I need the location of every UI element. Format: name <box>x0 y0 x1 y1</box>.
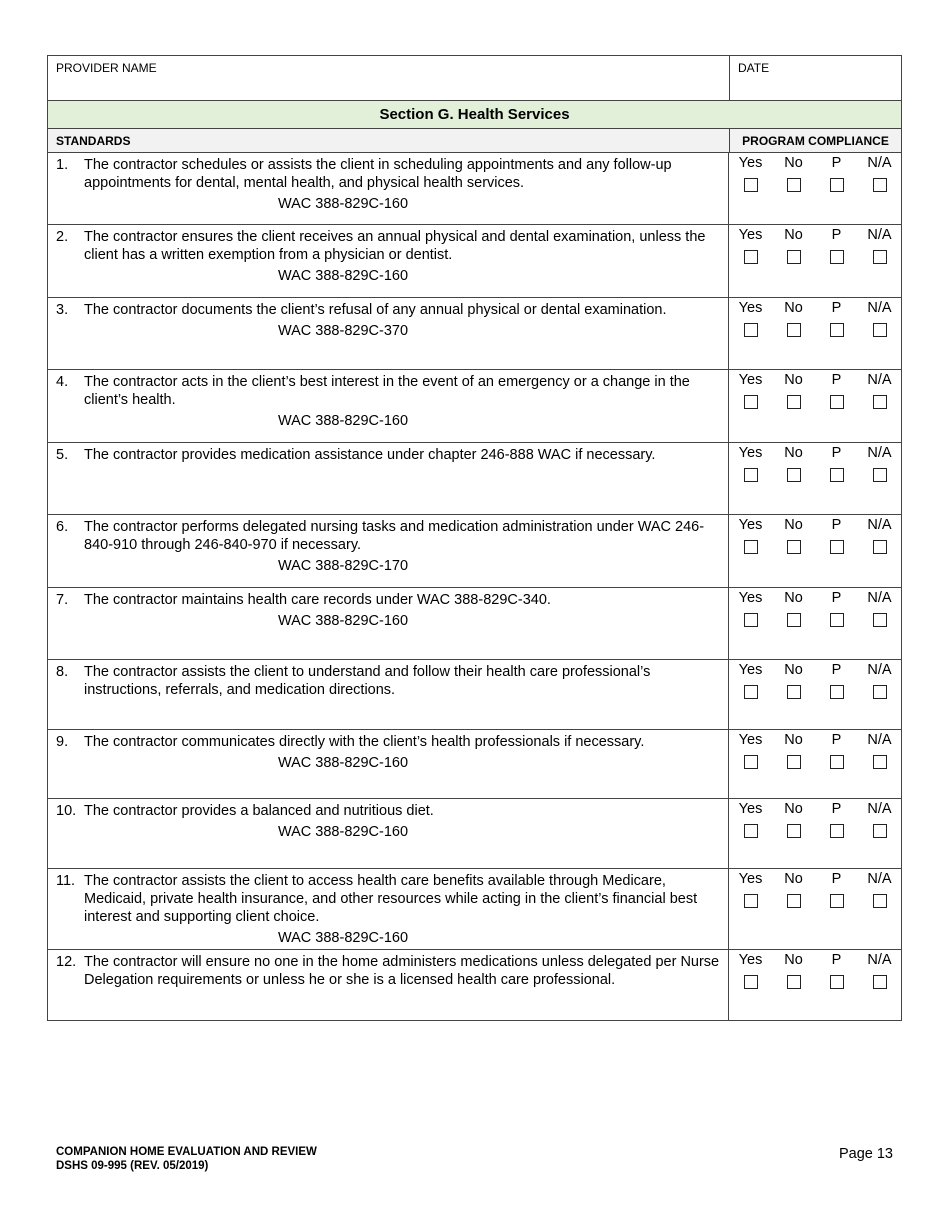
option-label: P <box>831 590 842 606</box>
compliance-option <box>729 445 772 482</box>
standard-row <box>48 298 901 370</box>
standard-text-cell <box>48 730 729 798</box>
option-label: N/A <box>867 732 892 748</box>
section-title: Section G. Health Services <box>48 101 901 129</box>
standard-row <box>48 370 901 443</box>
standard-text: The contractor communicates directly with the client’s health professionals if necessary. <box>84 734 645 750</box>
option-label: N/A <box>867 300 892 316</box>
compliance-options <box>729 225 901 264</box>
standard-text: The contractor assists the client to understand and follow their health care professional’s instructions, referrals, and medication directions. <box>84 664 651 698</box>
option-checkbox[interactable] <box>830 824 844 838</box>
footer-form-info <box>56 1145 317 1173</box>
header-row <box>48 56 901 101</box>
standard-text: The contractor documents the client’s refusal of any annual physical or dental examination. <box>84 302 667 318</box>
compliance-cell <box>729 443 901 514</box>
compliance-option <box>858 871 901 908</box>
standard-row <box>48 588 901 660</box>
compliance-cell <box>729 869 901 949</box>
option-checkbox[interactable] <box>873 468 887 482</box>
compliance-option <box>772 517 815 554</box>
option-label: N/A <box>867 952 892 968</box>
option-checkbox[interactable] <box>787 468 801 482</box>
compliance-option <box>729 372 772 409</box>
option-label: No <box>784 590 803 606</box>
compliance-header: PROGRAM COMPLIANCE <box>742 134 889 148</box>
option-checkbox[interactable] <box>830 178 844 192</box>
option-label: No <box>784 801 803 817</box>
compliance-option <box>729 590 772 627</box>
option-label: No <box>784 732 803 748</box>
compliance-options <box>729 153 901 192</box>
option-checkbox[interactable] <box>873 685 887 699</box>
standard-text: The contractor provides medication assistance under chapter 246-888 WAC if necessary. <box>84 447 656 463</box>
option-label: N/A <box>867 155 892 171</box>
option-label: Yes <box>738 155 763 171</box>
standard-number: 2. <box>56 229 69 245</box>
compliance-option <box>858 590 901 627</box>
option-label: P <box>831 662 842 678</box>
option-label: N/A <box>867 445 892 461</box>
option-checkbox[interactable] <box>787 395 801 409</box>
compliance-options <box>729 443 901 482</box>
option-checkbox[interactable] <box>873 323 887 337</box>
option-checkbox[interactable] <box>744 468 758 482</box>
compliance-options <box>729 588 901 627</box>
compliance-options <box>729 950 901 989</box>
compliance-option <box>858 801 901 838</box>
column-header-row <box>48 129 901 153</box>
standard-number: 12. <box>56 954 77 970</box>
wac-reference: WAC 388-829C-160 <box>277 413 409 429</box>
provider-name-field[interactable] <box>48 56 730 100</box>
compliance-options <box>729 799 901 838</box>
option-label: N/A <box>867 871 892 887</box>
wac-reference: WAC 388-829C-160 <box>277 196 409 212</box>
wac-reference: WAC 388-829C-160 <box>277 930 409 946</box>
compliance-option <box>772 372 815 409</box>
option-checkbox[interactable] <box>873 975 887 989</box>
standard-number: 8. <box>56 664 69 680</box>
standard-text-cell <box>48 799 729 868</box>
option-checkbox[interactable] <box>744 540 758 554</box>
standard-number: 9. <box>56 734 69 750</box>
compliance-options <box>729 370 901 409</box>
option-checkbox[interactable] <box>830 468 844 482</box>
wac-reference: WAC 388-829C-370 <box>277 323 409 339</box>
option-label: No <box>784 662 803 678</box>
option-checkbox[interactable] <box>830 975 844 989</box>
standard-row <box>48 869 901 950</box>
date-field[interactable] <box>730 56 901 100</box>
compliance-cell <box>729 660 901 729</box>
standard-row <box>48 443 901 515</box>
option-checkbox[interactable] <box>830 323 844 337</box>
option-label: No <box>784 871 803 887</box>
compliance-option <box>772 732 815 769</box>
option-label: P <box>831 801 842 817</box>
standard-text: The contractor ensures the client receives an annual physical and dental examination, unless the client has a written exemption from a physician or dentist. <box>84 229 706 263</box>
option-checkbox[interactable] <box>787 540 801 554</box>
standard-text-cell <box>48 225 729 297</box>
wac-reference: WAC 388-829C-160 <box>277 755 409 771</box>
compliance-cell <box>729 950 901 1020</box>
footer-form-id: DSHS 09-995 (REV. 05/2019) <box>56 1160 209 1172</box>
provider-name-label: PROVIDER NAME <box>56 61 157 75</box>
compliance-cell <box>729 730 901 798</box>
option-label: Yes <box>738 871 763 887</box>
option-label: N/A <box>867 590 892 606</box>
compliance-option <box>815 952 858 989</box>
standard-text-cell <box>48 588 729 659</box>
wac-reference: WAC 388-829C-170 <box>277 558 409 574</box>
compliance-option <box>729 732 772 769</box>
option-checkbox[interactable] <box>744 755 758 769</box>
compliance-options <box>729 515 901 554</box>
standard-row <box>48 225 901 298</box>
compliance-cell <box>729 225 901 297</box>
option-checkbox[interactable] <box>830 540 844 554</box>
option-label: No <box>784 517 803 533</box>
compliance-options <box>729 298 901 337</box>
option-label: N/A <box>867 372 892 388</box>
option-checkbox[interactable] <box>787 323 801 337</box>
compliance-option <box>729 952 772 989</box>
compliance-option <box>815 372 858 409</box>
option-label: P <box>831 300 842 316</box>
compliance-option <box>772 590 815 627</box>
compliance-cell <box>729 153 901 224</box>
option-checkbox[interactable] <box>787 824 801 838</box>
standard-text-cell <box>48 298 729 369</box>
wac-reference: WAC 388-829C-160 <box>277 268 409 284</box>
option-checkbox[interactable] <box>744 894 758 908</box>
option-checkbox[interactable] <box>787 685 801 699</box>
option-checkbox[interactable] <box>830 395 844 409</box>
option-checkbox[interactable] <box>744 975 758 989</box>
standard-number: 7. <box>56 592 69 608</box>
option-checkbox[interactable] <box>744 824 758 838</box>
compliance-option <box>772 155 815 192</box>
compliance-option <box>772 801 815 838</box>
standard-text: The contractor acts in the client’s best interest in the event of an emergency or a change in the client’s health. <box>84 374 690 408</box>
compliance-options <box>729 660 901 699</box>
compliance-option <box>858 662 901 699</box>
option-checkbox[interactable] <box>744 178 758 192</box>
option-label: Yes <box>738 517 763 533</box>
compliance-option <box>772 227 815 264</box>
standard-row <box>48 660 901 730</box>
option-checkbox[interactable] <box>787 613 801 627</box>
compliance-option <box>858 227 901 264</box>
option-label: No <box>784 300 803 316</box>
option-label: N/A <box>867 801 892 817</box>
compliance-option <box>729 662 772 699</box>
standard-row <box>48 799 901 869</box>
option-checkbox[interactable] <box>787 250 801 264</box>
compliance-option <box>772 300 815 337</box>
compliance-cell <box>729 515 901 587</box>
compliance-option <box>729 155 772 192</box>
date-label: DATE <box>738 61 770 75</box>
compliance-option <box>772 952 815 989</box>
standard-text-cell <box>48 869 729 949</box>
option-label: No <box>784 445 803 461</box>
option-label: No <box>784 952 803 968</box>
option-label: Yes <box>738 952 763 968</box>
option-checkbox[interactable] <box>873 755 887 769</box>
standard-number: 1. <box>56 157 69 173</box>
option-label: P <box>831 227 842 243</box>
option-checkbox[interactable] <box>830 250 844 264</box>
option-label: No <box>784 227 803 243</box>
option-label: N/A <box>867 227 892 243</box>
standards-header: STANDARDS <box>48 129 730 152</box>
standard-number: 4. <box>56 374 69 390</box>
standard-text-cell <box>48 370 729 442</box>
compliance-option <box>858 517 901 554</box>
option-checkbox[interactable] <box>873 824 887 838</box>
compliance-option <box>858 445 901 482</box>
standard-text: The contractor schedules or assists the client in scheduling appointments and any follow-up appointments for dental, mental health, and physical health services. <box>84 157 672 191</box>
standard-number: 6. <box>56 519 69 535</box>
compliance-option <box>729 300 772 337</box>
option-checkbox[interactable] <box>830 755 844 769</box>
option-label: Yes <box>738 372 763 388</box>
compliance-option <box>858 952 901 989</box>
standard-row <box>48 950 901 1020</box>
option-checkbox[interactable] <box>744 613 758 627</box>
footer-title: COMPANION HOME EVALUATION AND REVIEW <box>56 1146 317 1158</box>
option-checkbox[interactable] <box>744 685 758 699</box>
option-label: Yes <box>738 300 763 316</box>
compliance-option <box>729 871 772 908</box>
standard-number: 10. <box>56 803 77 819</box>
option-checkbox[interactable] <box>787 178 801 192</box>
option-label: Yes <box>738 227 763 243</box>
compliance-option <box>815 871 858 908</box>
evaluation-form <box>47 55 902 1021</box>
standard-text: The contractor will ensure no one in the home administers medications unless delegated per Nurse Delegation requirements or unless he or she is a licensed health care professional. <box>84 954 720 988</box>
standard-text-cell <box>48 443 729 514</box>
compliance-option <box>815 517 858 554</box>
compliance-cell <box>729 298 901 369</box>
option-checkbox[interactable] <box>873 395 887 409</box>
option-label: Yes <box>738 445 763 461</box>
compliance-options <box>729 730 901 769</box>
option-label: Yes <box>738 662 763 678</box>
option-label: Yes <box>738 732 763 748</box>
compliance-option <box>729 801 772 838</box>
compliance-options <box>729 869 901 908</box>
option-checkbox[interactable] <box>873 178 887 192</box>
option-checkbox[interactable] <box>830 613 844 627</box>
compliance-option <box>815 662 858 699</box>
option-checkbox[interactable] <box>744 323 758 337</box>
compliance-option <box>815 445 858 482</box>
option-checkbox[interactable] <box>873 894 887 908</box>
option-label: N/A <box>867 517 892 533</box>
option-label: Yes <box>738 801 763 817</box>
option-label: P <box>831 732 842 748</box>
compliance-option <box>815 155 858 192</box>
standard-text: The contractor performs delegated nursing tasks and medication administration under WAC 246-840-910 through 246-840-970 if necessary. <box>84 519 705 553</box>
option-label: P <box>831 155 842 171</box>
standards-list <box>48 153 901 1020</box>
compliance-cell <box>729 799 901 868</box>
option-checkbox[interactable] <box>787 894 801 908</box>
standard-number: 5. <box>56 447 69 463</box>
standard-text-cell <box>48 515 729 587</box>
option-label: No <box>784 155 803 171</box>
standard-row <box>48 515 901 588</box>
compliance-option <box>815 590 858 627</box>
standard-text: The contractor provides a balanced and nutritious diet. <box>84 803 434 819</box>
compliance-option <box>858 300 901 337</box>
option-label: P <box>831 517 842 533</box>
option-label: P <box>831 372 842 388</box>
option-checkbox[interactable] <box>787 755 801 769</box>
standard-text-cell <box>48 660 729 729</box>
compliance-option <box>815 227 858 264</box>
option-label: P <box>831 952 842 968</box>
option-label: N/A <box>867 662 892 678</box>
standard-number: 11. <box>56 873 76 889</box>
option-checkbox[interactable] <box>787 975 801 989</box>
option-label: P <box>831 871 842 887</box>
option-checkbox[interactable] <box>873 613 887 627</box>
compliance-cell <box>729 588 901 659</box>
standard-row <box>48 153 901 225</box>
wac-reference: WAC 388-829C-160 <box>277 824 409 840</box>
compliance-option <box>815 300 858 337</box>
option-label: No <box>784 372 803 388</box>
option-checkbox[interactable] <box>744 395 758 409</box>
compliance-option <box>858 372 901 409</box>
compliance-option <box>815 732 858 769</box>
compliance-option <box>772 871 815 908</box>
option-label: P <box>831 445 842 461</box>
compliance-cell <box>729 370 901 442</box>
option-checkbox[interactable] <box>873 250 887 264</box>
compliance-option <box>729 227 772 264</box>
wac-reference: WAC 388-829C-160 <box>277 613 409 629</box>
standard-text-cell <box>48 950 729 1020</box>
standard-text-cell <box>48 153 729 224</box>
option-checkbox[interactable] <box>830 894 844 908</box>
compliance-option <box>815 801 858 838</box>
standard-text: The contractor assists the client to access health care benefits available through Medicare, Medicaid, private health insurance, and other resources while acting in the client’s financial best interest and supporting client choice. <box>84 873 698 925</box>
option-label: Yes <box>738 590 763 606</box>
page-number: Page 13 <box>838 1146 893 1162</box>
standard-row <box>48 730 901 799</box>
compliance-option <box>858 155 901 192</box>
standard-text: The contractor maintains health care records under WAC 388-829C-340. <box>84 592 551 608</box>
compliance-option <box>858 732 901 769</box>
option-checkbox[interactable] <box>830 685 844 699</box>
compliance-option <box>772 662 815 699</box>
compliance-option <box>729 517 772 554</box>
standard-number: 3. <box>56 302 69 318</box>
compliance-option <box>772 445 815 482</box>
option-checkbox[interactable] <box>744 250 758 264</box>
option-checkbox[interactable] <box>873 540 887 554</box>
